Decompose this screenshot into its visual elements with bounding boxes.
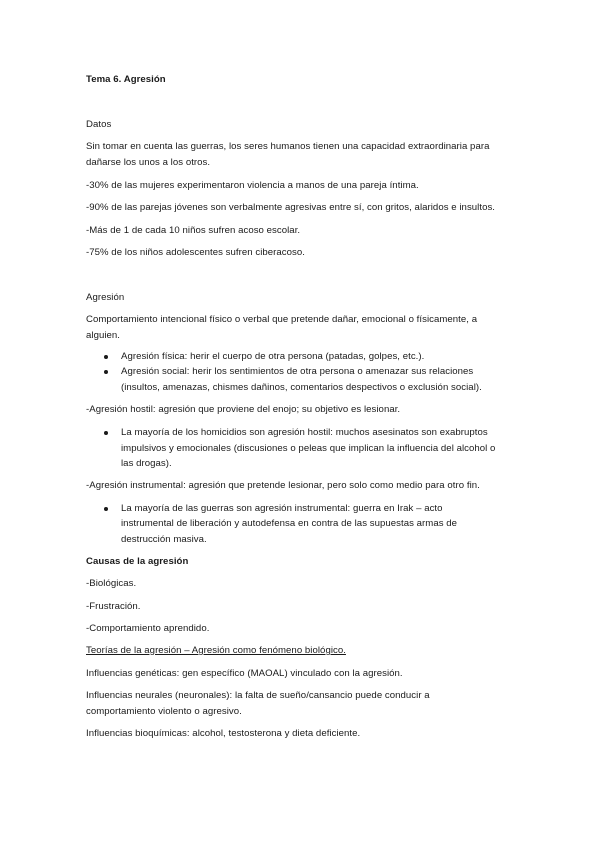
bullet-icon (104, 370, 108, 374)
document-title: Tema 6. Agresión (86, 74, 166, 85)
paragraph-line: Influencias genéticas: gen específico (MAOAL) vinculado con la agresión. (86, 668, 403, 679)
cause-item: -Frustración. (86, 601, 141, 612)
section-heading-causas: Causas de la agresión (86, 556, 189, 567)
paragraph-line: Influencias bioquímicas: alcohol, testosterona y dieta deficiente. (86, 728, 361, 739)
list-item: destrucción masiva. (121, 534, 207, 545)
paragraph-line: -Agresión hostil: agresión que proviene del enojo; su objetivo es lesionar. (86, 404, 401, 415)
list-item: La mayoría de los homicidios son agresión hostil: muchos asesinatos son exabruptos (121, 427, 488, 438)
bullet-icon (104, 507, 108, 511)
section-heading-datos: Datos (86, 119, 112, 130)
list-item: Agresión física: herir el cuerpo de otra persona (patadas, golpes, etc.). (121, 351, 425, 362)
paragraph-line: dañarse los unos a los otros. (86, 157, 211, 168)
paragraph-line: Influencias neurales (neuronales): la falta de sueño/cansancio puede conducir a (86, 690, 430, 701)
paragraph-line: -Agresión instrumental: agresión que pretende lesionar, pero solo como medio para otro fin. (86, 480, 480, 491)
bullet-icon (104, 431, 108, 435)
stat-line: -90% de las parejas jóvenes son verbalmente agresivas entre sí, con gritos, alaridos e insultos. (86, 202, 496, 213)
stat-line: -30% de las mujeres experimentaron violencia a manos de una pareja íntima. (86, 180, 419, 191)
section-heading-agresion: Agresión (86, 292, 125, 303)
list-item: La mayoría de las guerras son agresión instrumental: guerra en Irak – acto (121, 503, 443, 514)
stat-line: -75% de los niños adolescentes sufren ciberacoso. (86, 247, 305, 258)
paragraph-line: Comportamiento intencional físico o verbal que pretende dañar, emocional o físicamente, a (86, 314, 478, 325)
list-item: impulsivos y emocionales (discusiones o peleas que implican la influencia del alcohol o (121, 443, 496, 454)
stat-line: -Más de 1 de cada 10 niños sufren acoso escolar. (86, 225, 301, 236)
paragraph-line: comportamiento violento o agresivo. (86, 706, 242, 717)
list-item: (insultos, amenazas, chismes dañinos, comentarios despectivos o exclusión social). (121, 382, 482, 393)
list-item: las drogas). (121, 458, 172, 469)
bullet-icon (104, 355, 108, 359)
list-item: instrumental de liberación y autodefensa en contra de las supuestas armas de (121, 518, 458, 529)
paragraph-line: alguien. (86, 330, 121, 341)
paragraph-line: Sin tomar en cuenta las guerras, los seres humanos tienen una capacidad extraordinaria para (86, 141, 490, 152)
section-heading-teorias: Teorías de la agresión – Agresión como fenómeno biológico. (86, 645, 346, 656)
cause-item: -Biológicas. (86, 578, 137, 589)
list-item: Agresión social: herir los sentimientos de otra persona o amenazar sus relaciones (121, 366, 474, 377)
cause-item: -Comportamiento aprendido. (86, 623, 210, 634)
